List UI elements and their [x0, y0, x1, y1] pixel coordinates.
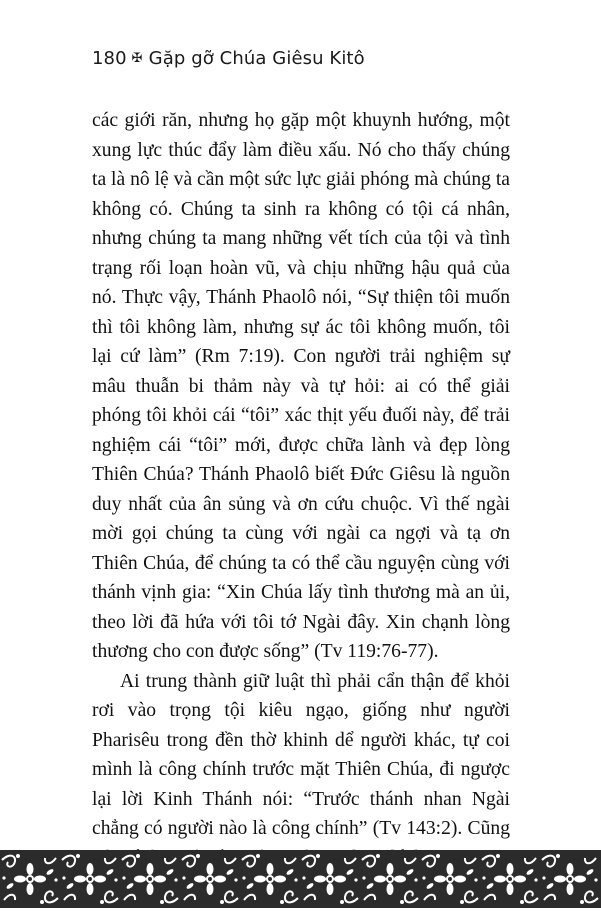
bottom-margin: [0, 908, 601, 923]
cross-ornament-icon: ✠: [131, 51, 143, 66]
page-number: 180: [92, 48, 127, 69]
body-text: [92, 106, 510, 873]
paragraph-continued: các giới răn, nhưng họ gặp một khuynh hướng, một xung lực thúc đẩy làm điều xấu. Nó cho thấy chúng ta là nô lệ và cần một sức lực giải phóng mà chúng ta không có. Chúng ta sinh ra không có tội cá nhân, nhưng chúng ta mang những vết tích của tội và tình trạng rối loạn hoàn vũ, và chịu những hậu quả của nó. Thực vậy, Thánh Phaolô nói, “Sự thiện tôi muốn thì tôi không làm, nhưng sự ác tôi không muốn, tôi lại cứ làm” (Rm 7:19). Con người trải nghiệm sự mâu thuẫn bi thảm này và tự hỏi: ai có thể giải phóng tôi khỏi cái “tôi” xác thịt yếu đuối này, để trải nghiệm cái “tôi” mới, được chữa lành và đẹp lòng Thiên Chúa? Thánh Phaolô biết Đức Giêsu là nguồn duy nhất của ân sủng và ơn cứu chuộc. Vì thế ngài mời gọi chúng ta cùng với ngài ca ngợi và tạ ơn Thiên Chúa, để chúng ta có thể cầu nguyện cùng với thánh vịnh gia: “Xin Chúa lấy tình thương mà an ủi, theo lời đã hứa với tôi tớ Ngài đây. Xin chạnh lòng thương cho con được sống” (Tv 119:76-77).: [92, 110, 510, 662]
book-title: Gặp gỡ Chúa Giêsu Kitô: [148, 48, 365, 69]
paragraph: Ai trung thành giữ luật thì phải cẩn thận để khỏi rơi vào trọng tội kiêu ngạo, giống như người Pharisêu trong đền thờ khinh dể người khác, tự coi mình là công chính trước mặt Thiên Chúa, đi ngược lại lời Kinh Thánh nói: “Trước thánh nhan Ngài chẳng có người nào là công chính” (Tv 143:2). Cũng: [92, 670, 510, 839]
running-header: [92, 48, 365, 69]
floral-border-ornament: [0, 850, 601, 908]
